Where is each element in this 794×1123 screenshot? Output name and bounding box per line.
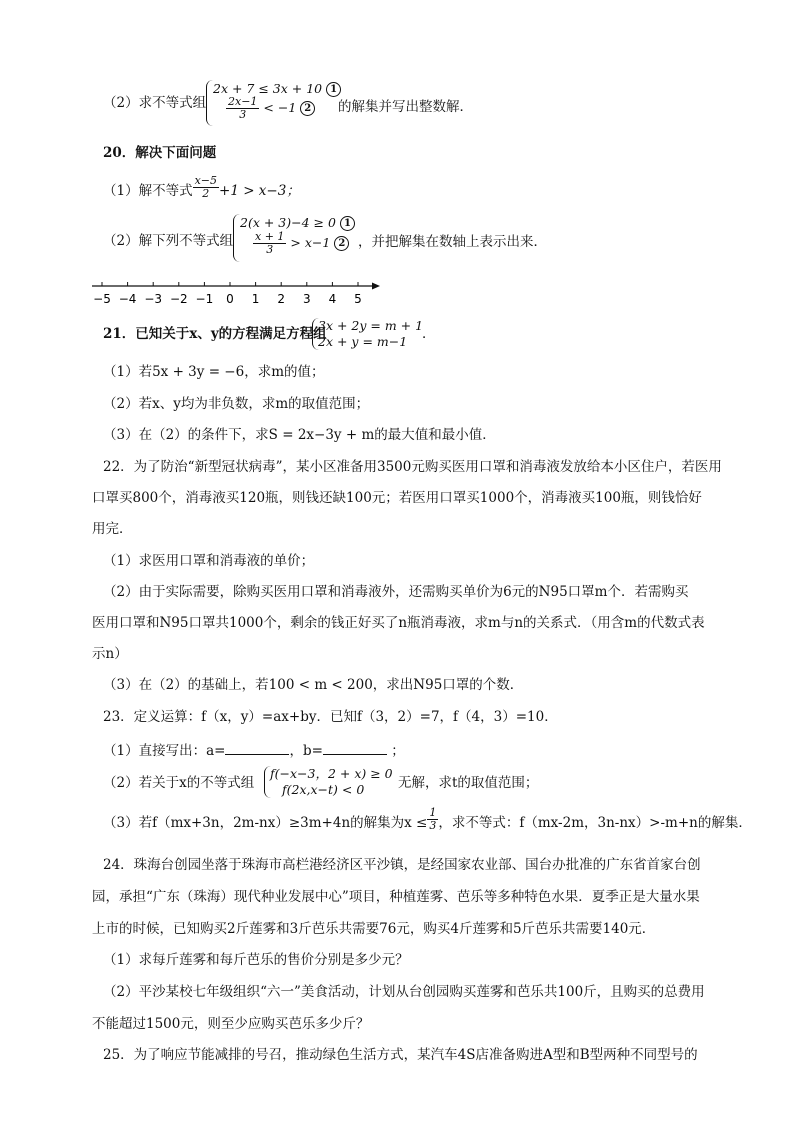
circled-number-2: 2 [300, 101, 315, 116]
q19-system-brace [206, 80, 213, 126]
q21-part1: （1）若5x + 3y = −6，求m的值； [103, 364, 325, 380]
q23-fraction: $\frac{1}{3}$ [429, 806, 437, 832]
q19-part2-prefix: （2）求不等式组 [103, 95, 207, 111]
number-line-tick-label: 3 [302, 292, 311, 306]
q23-inequality-1: f(−x−3，2 + x) ≥ 0 [270, 766, 393, 781]
number-line [88, 276, 388, 308]
q22-part3: （3）在（2）的基础上，若100 < m < 200，求出N95口罩的个数． [103, 677, 524, 693]
q21-title: 21．已知关于x、y的方程满足方程组 [103, 326, 327, 342]
q21-part2: （2）若x、y均为非负数，求m的取值范围； [103, 396, 370, 412]
q24-part2-line-1: （2）平沙某校七年级组织“六一”美食活动，计划从台创园购买莲雾和芭乐共100斤，且购买的总费用 [103, 984, 705, 1000]
q23-part2-prefix: （2）若关于x的不等式组 [103, 775, 255, 791]
q23-inequality-2: f(2x,x−t) < 0 [282, 782, 365, 797]
q21-equation-1: 3x + 2y = m + 1 [318, 318, 424, 333]
number-line-tick-label: −2 [169, 292, 188, 306]
q20-part2-suffix: ，并把解集在数轴上表示出来． [358, 234, 547, 250]
q25-line-1: 25．为了响应节能减排的号召，推动绿色生活方式，某汽车4S店准备购进A型和B型两种不同型号的 [103, 1047, 698, 1063]
q24-part2-line-2: 不能超过1500元，则至少应购买芭乐多少斤？ [92, 1016, 370, 1032]
circled-number-2: 2 [334, 236, 349, 251]
circled-number-1: 1 [340, 216, 355, 231]
q24-line-3: 上市的时候，已知购买2斤莲雾和3斤芭乐共需要76元，购买4斤莲雾和5斤芭乐共需要140元． [92, 921, 656, 937]
number-line-tick-label: 1 [251, 292, 260, 306]
q20-part1: （1）解不等式 $\frac{x-5}{2}$ +1 > x−3； [103, 174, 300, 200]
q20-system-brace [233, 214, 240, 262]
q23-part2-suffix: 无解，求t的取值范围； [398, 775, 539, 791]
q23-part1: （1）直接写出：a= ，b= ； [103, 740, 405, 761]
q24-line-2: 园，承担“广东（珠海）现代种业发展中心”项目，种植莲雾、芭乐等多种特色水果．夏季正是大量水果 [92, 889, 700, 905]
q20-fraction: $\frac{x-5}{2}$ [194, 174, 218, 200]
q19-inequality-1: 2x + 7 ≤ 3x + 10 1 [213, 81, 341, 97]
number-line-arrow [372, 283, 380, 290]
circled-number-1: 1 [326, 82, 341, 97]
q22-part2-line-1: （2）由于实际需要，除购买医用口罩和消毒液外，还需购买单价为6元的N95口罩m个．若需购买 [103, 584, 689, 600]
number-line-tick-label: 5 [354, 292, 362, 306]
q20-inequality-1: 2(x + 3)−4 ≥ 0 1 [240, 215, 355, 231]
q22-part1: （1）求医用口罩和消毒液的单价； [103, 553, 315, 569]
q21-title-end: ． [422, 326, 436, 342]
q20-title: 20．解决下面问题 [103, 145, 217, 161]
q20-part2-prefix: （2）解下列不等式组 [103, 233, 234, 249]
number-line-tick-label: −1 [195, 292, 214, 306]
q20-inequality-2: $\frac{x + 1}{3}$ > x−1 2 [253, 231, 349, 256]
number-line-tick-label: −3 [144, 292, 163, 306]
q22-part2-line-3: 示n） [92, 646, 128, 662]
q24-line-1: 24．珠海台创园坐落于珠海市高栏港经济区平沙镇，是经国家农业部、国台办批准的广东省首家台创 [103, 857, 701, 873]
q19-fraction: $\frac{2x-1}{3}$ [228, 95, 258, 121]
q22-line-1: 22．为了防治“新型冠状病毒”，某小区准备用3500元购买医用口罩和消毒液发放给本小区住户，若医用 [103, 459, 722, 475]
q20-system-fraction: $\frac{x + 1}{3}$ [255, 230, 285, 256]
q19-part2-suffix: 的解集并写出整数解． [338, 99, 473, 115]
q19-inequality-2: $\frac{2x-1}{3}$ < −1 2 [226, 96, 315, 121]
number-line-tick-label: −4 [118, 292, 137, 306]
number-line-tick-label: 4 [328, 292, 337, 306]
q23-title: 23．定义运算：f（x，y）=ax+by．已知f（3，2）=7，f（4，3）=10． [103, 709, 558, 725]
q22-line-3: 用完． [92, 521, 133, 537]
q21-equation-2: 2x + y = m−1 [318, 334, 408, 349]
q22-part2-line-2: 医用口罩和N95口罩共1000个，剩余的钱正好买了n瓶消毒液，求m与n的关系式．（用含m的代数式表 [92, 615, 705, 631]
number-line-tick-label: 0 [226, 292, 234, 306]
answer-blank-b[interactable] [323, 740, 387, 755]
q22-line-2: 口罩买800个，消毒液买120瓶，则钱还缺100元；若医用口罩买1000个，消毒液买100瓶，则钱恰好 [92, 490, 702, 506]
q21-part3: （3）在（2）的条件下，求S = 2x−3y + m的最大值和最小值． [103, 427, 496, 443]
q24-part1: （1）求每斤莲雾和每斤芭乐的售价分别是多少元？ [103, 952, 409, 968]
q23-part3: （3）若f（mx+3n，2m-nx）≥3m+4n的解集为x ≤ $\frac{1}{3}$ ，求不等式：f（mx-2m，3n-nx）>-m+n的解集． [103, 806, 752, 832]
answer-blank-a[interactable] [225, 740, 289, 755]
number-line-tick-label: 2 [277, 292, 286, 306]
number-line-tick-label: −5 [93, 292, 111, 306]
